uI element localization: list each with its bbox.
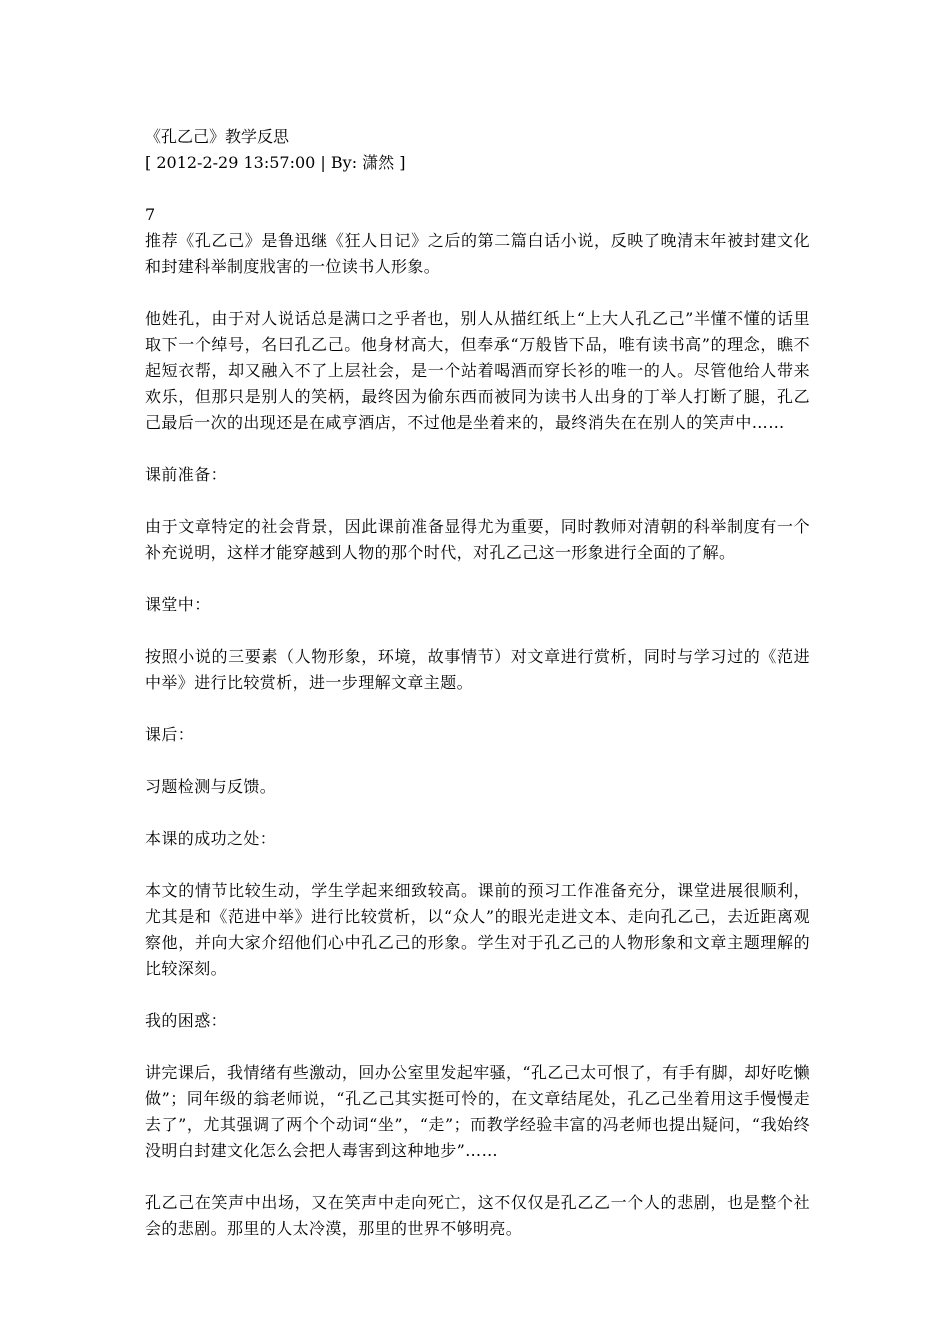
heading-after-class: 课后： [145,725,195,744]
heading-in-class: 课堂中： [145,595,211,614]
post-meta: [ 2012-2-29 13:57:00 | By: 潇然 ] [145,153,406,172]
heading-success: 本课的成功之处： [145,829,277,848]
paragraph-success: 本文的情节比较生动，学生学起来细致较高。课前的预习工作准备充分，课堂进展很顺利，尤其是和《范进中举》进行比较赏析，以“众人”的眼光走进文本、走向孔乙己，去近距离观察他，并向大家介绍他们心中孔乙己的形象。学生对于孔乙己的人物形象和文章主题理解的比较深刻。 [145,881,810,978]
paragraph-after-class: 习题检测与反馈。 [145,777,277,796]
paragraph-summary: 他姓孔，由于对人说话总是满口之乎者也，别人从描红纸上“上大人孔乙己”半懂不懂的话里取下一个绰号，名曰孔乙己。他身材高大，但奉承“万般皆下品，唯有读书高”的理念，瞧不起短衣帮，却又融入不了上层社会，是一个站着喝酒而穿长衫的唯一的人。尽管他给人带来欢乐，但那只是别人的笑柄，最终因为偷东西而被同为读书人出身的丁举人打断了腿，孔乙己最后一次的出现还是在咸亨酒店，不过他是坐着来的，最终消失在在别人的笑声中…… [145,309,810,432]
paragraph-confusion: 讲完课后，我情绪有些激动，回办公室里发起牢骚，“孔乙己太可恨了，有手有脚，却好吃懒做”；同年级的翁老师说，“孔乙己其实挺可怜的，在文章结尾处，孔乙己坐着用这手慢慢走去了”，尤其强调了两个个动词“坐”，“走”；而教学经验丰富的冯老师也提出疑问，“我始终没明白封建文化怎么会把人毒害到这种地步”…… [145,1063,810,1160]
heading-confusion: 我的困惑： [145,1011,228,1030]
document-title: 《孔乙己》教学反思 [145,127,290,146]
document-body [145,124,810,1268]
post-number: 7 [145,205,156,224]
paragraph-conclusion: 孔乙己在笑声中出场，又在笑声中走向死亡，这不仅仅是孔乙乙一个人的悲剧，也是整个社会的悲剧。那里的人太冷漠，那里的世界不够明亮。 [145,1193,810,1238]
paragraph-intro: 推荐《孔乙己》是鲁迅继《狂人日记》之后的第二篇白话小说，反映了晚清末年被封建文化和封建科举制度戕害的一位读书人形象。 [145,231,810,276]
paragraph-in-class: 按照小说的三要素（人物形象，环境，故事情节）对文章进行赏析，同时与学习过的《范进中举》进行比较赏析，进一步理解文章主题。 [145,647,810,692]
spacer [145,176,810,202]
paragraph-preparation: 由于文章特定的社会背景，因此课前准备显得尤为重要，同时教师对清朝的科举制度有一个补充说明，这样才能穿越到人物的那个时代，对孔乙己这一形象进行全面的了解。 [145,517,810,562]
heading-preparation: 课前准备： [145,465,228,484]
